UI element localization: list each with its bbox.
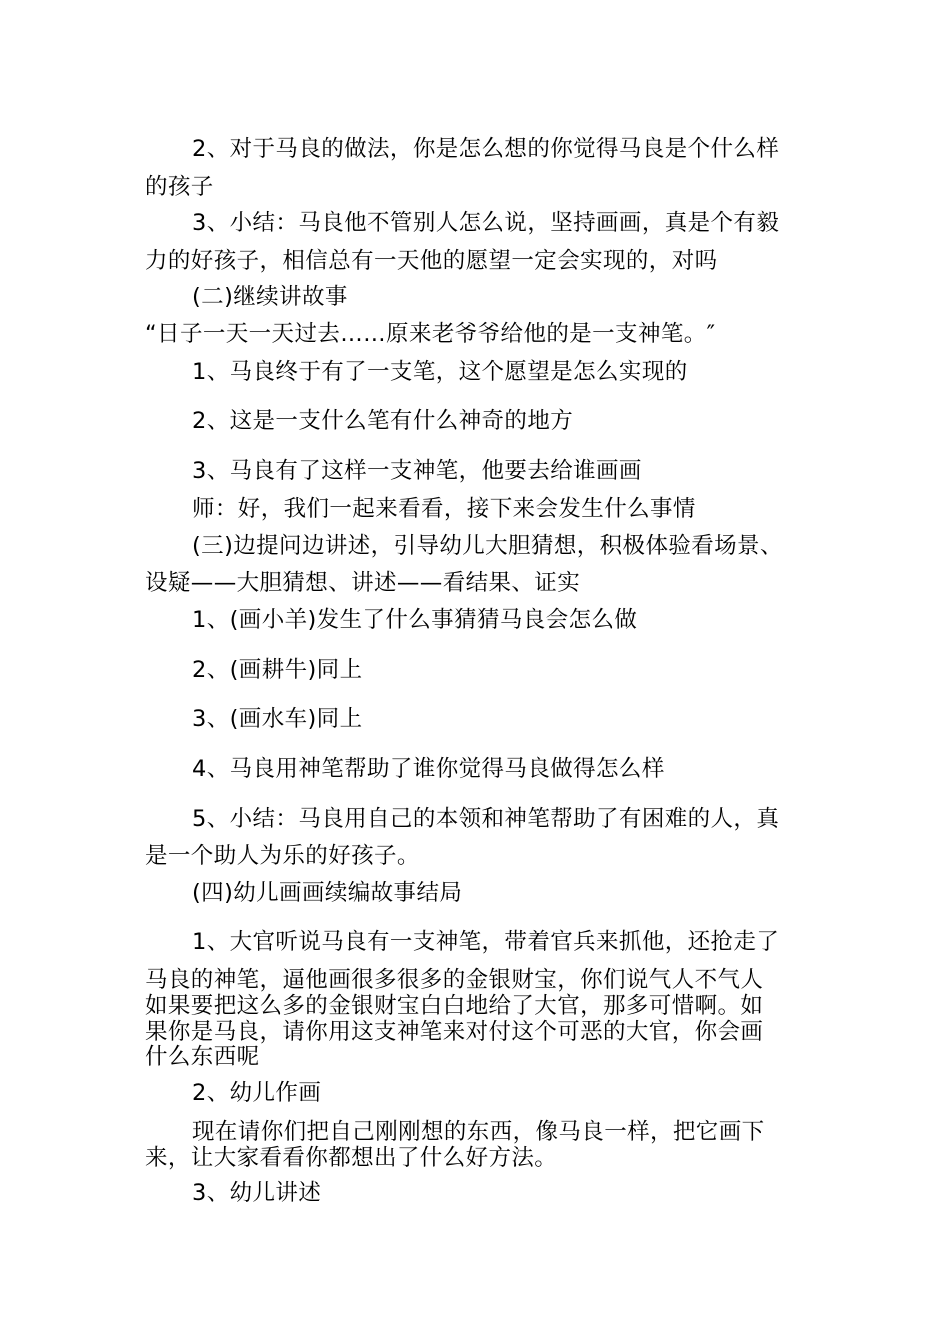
text-line: 2、幼儿作画 (192, 1080, 322, 1106)
text-line: 力的好孩子，相信总有一天他的愿望一定会实现的，对吗 (145, 248, 718, 274)
text-line: 4、马良用神笔帮助了谁你觉得马良做得怎么样 (192, 756, 665, 782)
text-line: 3、(画水车)同上 (192, 706, 363, 732)
section-heading: (二)继续讲故事 (192, 284, 348, 310)
text-line: 果你是马良，请你用这支神笔来对付这个可恶的大官，你会画 (145, 1019, 764, 1045)
section-heading: (四)幼儿画画续编故事结局 (192, 880, 463, 906)
text-line: 设疑——大胆猜想、讲述——看结果、证实 (145, 570, 581, 596)
text-line: 3、马良有了这样一支神笔，他要去给谁画画 (192, 458, 642, 484)
text-line: 1、马良终于有了一支笔，这个愿望是怎么实现的 (192, 359, 688, 385)
text-line: 3、小结：马良他不管别人怎么说，坚持画画，真是个有毅 (192, 210, 780, 236)
text-line: 2、这是一支什么笔有什么神奇的地方 (192, 408, 574, 434)
text-line: 5、小结：马良用自己的本领和神笔帮助了有困难的人，真 (192, 806, 780, 832)
text-line: “日子一天一天过去……原来老爷爷给他的是一支神笔。″ (145, 321, 716, 347)
text-line: 3、幼儿讲述 (192, 1180, 322, 1206)
text-line: 2、(画耕牛)同上 (192, 657, 363, 683)
text-line: 现在请你们把自己刚刚想的东西，像马良一样，把它画下 (192, 1119, 765, 1145)
text-line: 1、大官听说马良有一支神笔，带着官兵来抓他，还抢走了 (192, 929, 780, 955)
text-line: 1、(画小羊)发生了什么事猜猜马良会怎么做 (192, 607, 638, 633)
text-line: 2、对于马良的做法，你是怎么想的你觉得马良是个什么样 (192, 136, 780, 162)
text-line: 如果要把这么多的金银财宝白白地给了大官，那多可惜啊。如 (145, 993, 764, 1019)
text-line: 来，让大家看看你都想出了什么好方法。 (145, 1145, 558, 1171)
text-line: 是一个助人为乐的好孩子。 (145, 843, 420, 869)
text-line: 师：好，我们一起来看看，接下来会发生什么事情 (192, 496, 696, 522)
section-heading: (三)边提问边讲述，引导幼儿大胆猜想，积极体验看场景、 (192, 533, 783, 559)
text-line: 什么东西呢 (145, 1044, 260, 1070)
text-line: 马良的神笔，逼他画很多很多的金银财宝，你们说气人不气人 (145, 967, 764, 993)
text-line: 的孩子 (145, 174, 214, 200)
